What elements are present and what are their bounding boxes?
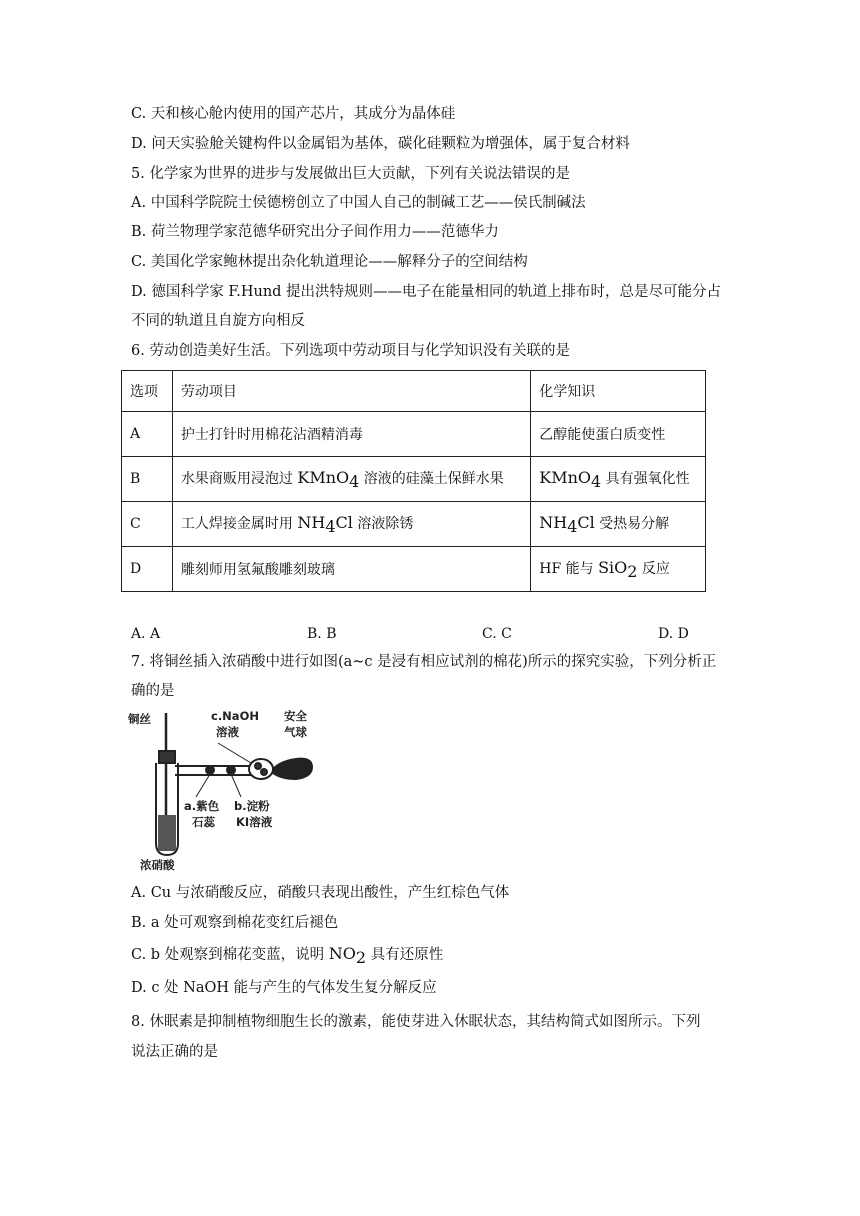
q7-option-c: C. b 处观察到棉花变蓝，说明 $NO_2$ 具有还原性 [131, 944, 444, 967]
q7-option-a: A. Cu 与浓硝酸反应，硝酸只表现出酸性，产生红棕色气体 [131, 885, 510, 901]
question-stem: 5. 化学家为世界的进步与发展做出巨大贡献，下列有关说法错误的是 [131, 166, 570, 182]
cell-chem-knowledge: KMnO$_4$ 具有强氧化性 [531, 457, 706, 502]
cell-chem-knowledge: 乙醇能使蛋白质变性 [531, 412, 706, 457]
question-stem: 8. 休眠素是抑制植物细胞生长的激素，能使芽进入休眠状态，其结构简式如图所示。下列 [131, 1014, 701, 1030]
q6-option-c: C. C [482, 626, 512, 642]
cell-option: A [122, 412, 173, 457]
cell-option: C [122, 502, 173, 547]
table-row [122, 412, 706, 457]
option-line: D. 问天实验舱关键构件以金属铝为基体，碳化硅颗粒为增强体，属于复合材料 [131, 136, 630, 152]
nitric-acid-label: 浓硝酸 [140, 858, 175, 872]
q6-option-d: D. D [658, 626, 689, 642]
question-stem-continued: 确的是 [131, 683, 175, 699]
option-line: D. 德国科学家 F.Hund 提出洪特规则——电子在能量相同的轨道上排布时，总是尽可能分占 [131, 284, 722, 300]
question-stem: 7. 将铜丝插入浓硝酸中进行如图(a~c 是浸有相应试剂的棉花)所示的探究实验，下列分析正 [131, 654, 717, 670]
option-line: B. 荷兰物理学家范德华研究出分子间作用力——范德华力 [131, 224, 499, 240]
cell-chem-knowledge: $NH_4Cl$ 受热易分解 [531, 502, 706, 547]
cotton-a-label-2: 石蕊 [192, 815, 215, 829]
balloon-label-2: 气球 [284, 725, 307, 739]
option-line: C. 天和核心舱内使用的国产芯片，其成分为晶体硅 [131, 106, 456, 122]
q6-option-b: B. B [307, 626, 337, 642]
cell-labor-item: 雕刻师用氢氟酸雕刻玻璃 [172, 547, 530, 592]
cotton-b-label-2: KI溶液 [236, 815, 273, 829]
q6-option-a: A. A [131, 626, 161, 642]
cell-labor-item: 水果商贩用浸泡过 KMnO$_4$ 溶液的硅藻土保鲜水果 [172, 457, 530, 502]
q7-option-d: D. c 处 NaOH 能与产生的气体发生复分解反应 [131, 980, 437, 996]
option-line-continued: 不同的轨道且自旋方向相反 [131, 313, 305, 329]
cotton-a-label: a.紫色 [184, 799, 220, 813]
header-chem-knowledge: 化学知识 [531, 371, 706, 412]
header-option: 选项 [122, 371, 173, 412]
option-line: A. 中国科学院院士侯德榜创立了中国人自己的制碱工艺——侯氏制碱法 [131, 195, 586, 211]
cell-chem-knowledge: HF 能与 SiO$_2$ 反应 [531, 547, 706, 592]
table-row [122, 547, 706, 592]
cotton-b-label: b.淀粉 [234, 799, 270, 813]
table-row [122, 457, 706, 502]
cell-labor-item: 工人焊接金属时用 $NH_4Cl$ 溶液除锈 [172, 502, 530, 547]
naoh-label-2: 溶液 [216, 725, 239, 739]
copper-nitric-acid-apparatus [126, 703, 326, 873]
header-labor-item: 劳动项目 [172, 371, 530, 412]
table-row [122, 502, 706, 547]
cell-option: B [122, 457, 173, 502]
q7-option-b: B. a 处可观察到棉花变红后褪色 [131, 915, 339, 931]
option-line: C. 美国化学家鲍林提出杂化轨道理论——解释分子的空间结构 [131, 254, 528, 270]
cell-option: D [122, 547, 173, 592]
copper-wire-label: 铜丝 [128, 712, 151, 726]
balloon-label: 安全 [284, 709, 307, 723]
question-stem-continued: 说法正确的是 [131, 1044, 218, 1060]
naoh-label: c.NaOH [211, 709, 259, 723]
cell-labor-item: 护士打针时用棉花沾酒精消毒 [172, 412, 530, 457]
labor-chemistry-table [121, 370, 706, 592]
question-stem: 6. 劳动创造美好生活。下列选项中劳动项目与化学知识没有关联的是 [131, 343, 570, 359]
table-header-row [122, 371, 706, 412]
